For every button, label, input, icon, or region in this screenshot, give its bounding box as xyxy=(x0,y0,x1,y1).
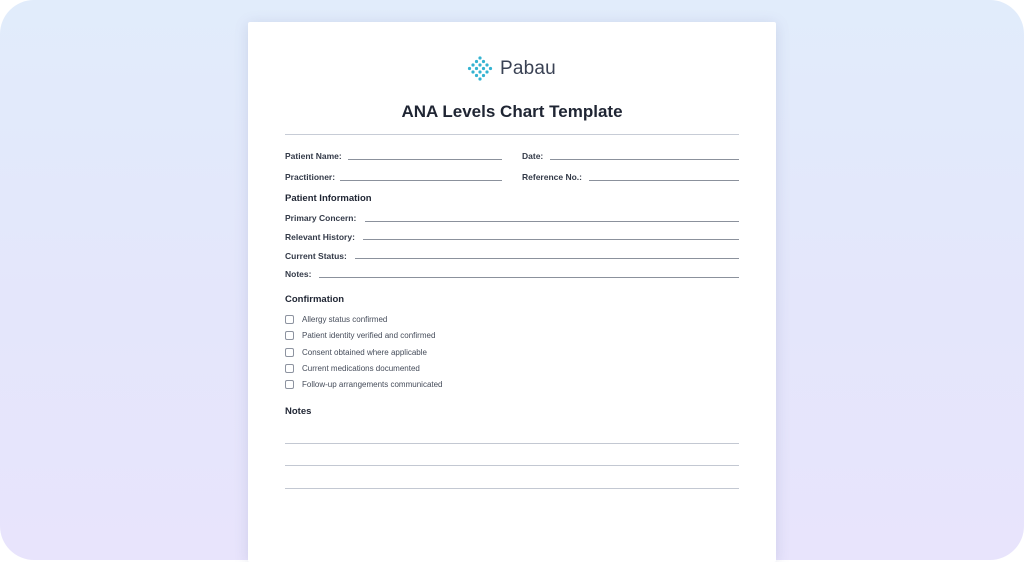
relevant-history-label: Relevant History: xyxy=(285,232,355,242)
reference-label: Reference No.: xyxy=(522,172,582,182)
checkbox[interactable] xyxy=(285,364,294,373)
confirmation-item[interactable] xyxy=(285,362,420,374)
patient-name-label: Patient Name: xyxy=(285,151,342,161)
practitioner-label: Practitioner: xyxy=(285,172,336,182)
patient-name-field[interactable] xyxy=(348,159,502,160)
primary-concern-label: Primary Concern: xyxy=(285,213,357,223)
brand-name: Pabau xyxy=(500,58,556,79)
relevant-history-field[interactable] xyxy=(363,239,739,240)
current-status-field[interactable] xyxy=(355,258,739,259)
checkbox[interactable] xyxy=(285,380,294,389)
notes-line[interactable] xyxy=(285,465,739,466)
checkbox[interactable] xyxy=(285,315,294,324)
confirmation-item-label: Patient identity verified and confirmed xyxy=(302,330,436,340)
confirmation-item-label: Current medications documented xyxy=(302,363,420,373)
diamond-dots-logo-icon xyxy=(466,55,494,83)
confirmation-item[interactable] xyxy=(285,346,427,358)
patient-information-heading: Patient Information xyxy=(285,193,372,204)
current-status-label: Current Status: xyxy=(285,251,347,261)
checkbox[interactable] xyxy=(285,331,294,340)
confirmation-item-label: Follow-up arrangements communicated xyxy=(302,379,443,389)
confirmation-item[interactable] xyxy=(285,313,387,325)
date-field[interactable] xyxy=(550,159,739,160)
confirmation-item-label: Consent obtained where applicable xyxy=(302,347,427,357)
confirmation-item[interactable] xyxy=(285,378,443,390)
title-divider xyxy=(285,134,739,135)
document-page xyxy=(248,22,776,562)
confirmation-item[interactable] xyxy=(285,329,435,341)
reference-field[interactable] xyxy=(589,180,739,181)
confirmation-item-label: Allergy status confirmed xyxy=(302,314,388,324)
primary-concern-field[interactable] xyxy=(365,221,739,222)
notes-field[interactable] xyxy=(319,277,739,278)
brand-logo xyxy=(466,56,556,82)
document-title: ANA Levels Chart Template xyxy=(401,102,623,121)
checkbox[interactable] xyxy=(285,348,294,357)
date-label: Date: xyxy=(522,151,544,161)
confirmation-heading: Confirmation xyxy=(285,294,345,305)
notes-heading: Notes xyxy=(285,406,312,417)
notes-line[interactable] xyxy=(285,488,739,489)
notes-line[interactable] xyxy=(285,443,739,444)
practitioner-field[interactable] xyxy=(340,180,502,181)
notes-label: Notes: xyxy=(285,269,312,279)
